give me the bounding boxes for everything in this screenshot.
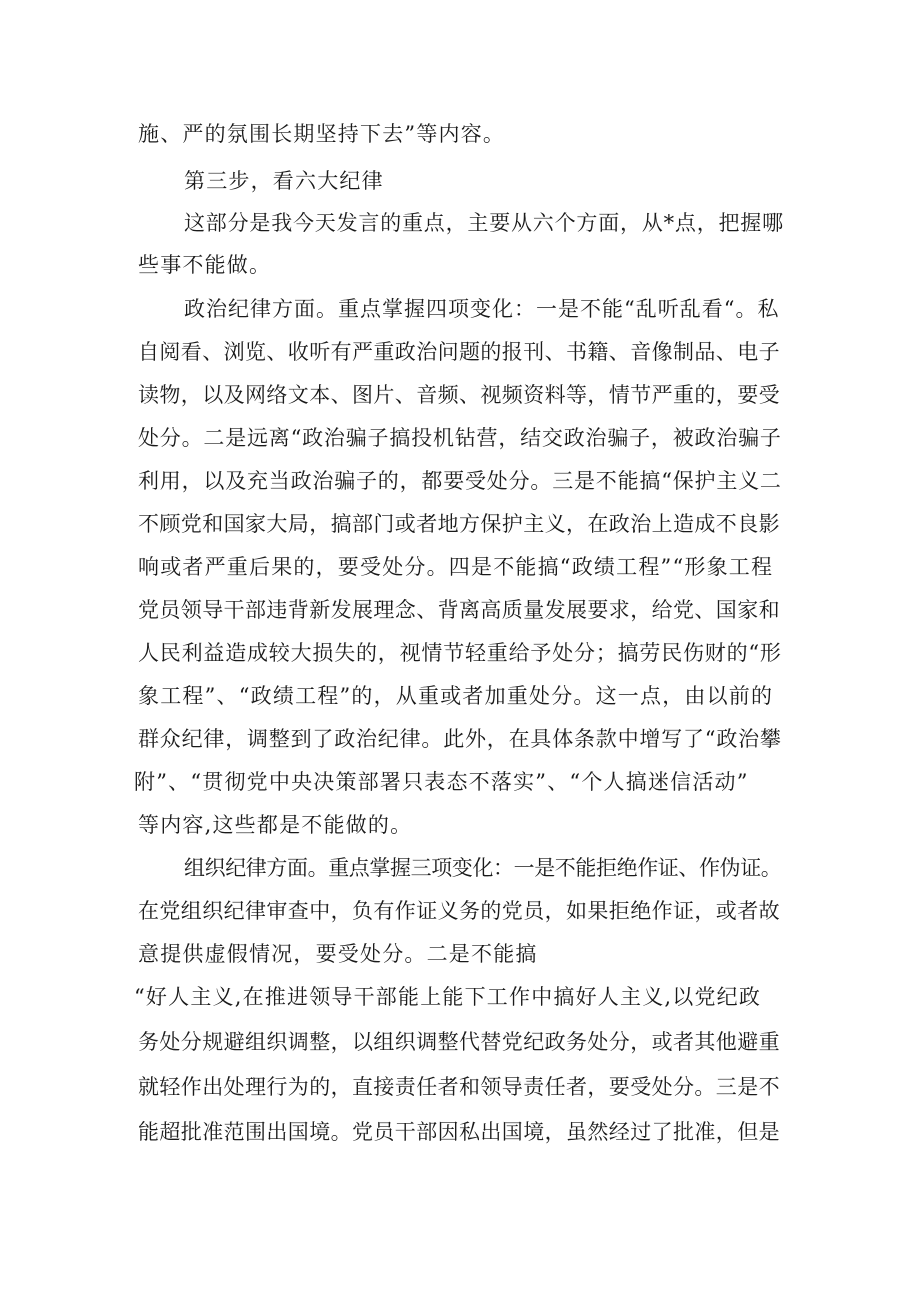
text-line: 在党组织纪律审查中，负有作证义务的党员，如果拒绝作证，或者故 xyxy=(138,899,780,923)
text-line: 利用，以及充当政治骗子的，都要受处分。三是不能搞“保护主义二 xyxy=(138,469,782,493)
text-line: 等内容,这些都是不能做的。 xyxy=(138,813,413,837)
text-line: 象工程”、“政绩工程”的，从重或者加重处分。这一点，由以前的 xyxy=(138,684,774,708)
text-line: 意提供虚假情况，要受处分。二是不能搞 xyxy=(138,942,538,966)
text-line: 读物，以及网络文本、图片、音频、视频资料等，情节严重的，要受 xyxy=(138,383,780,407)
text-line: 处分。二是远离“政治骗子搞投机钻营，结交政治骗子，被政治骗子 xyxy=(138,426,782,450)
text-line: 政治纪律方面。重点掌握四项变化：一是不能“乱听乱看“。私 xyxy=(184,297,780,321)
text-line: 群众纪律，调整到了政治纪律。此外，在具体条款中增写了“政治攀 xyxy=(138,727,782,751)
text-line: “好人主义,在推进领导干部能上能下工作中搞好人主义,以党纪政 xyxy=(134,985,762,1009)
text-line: 响或者严重后果的，要受处分。四是不能搞“政绩工程”“形象工程 xyxy=(138,555,774,579)
text-line: 务处分规避组织调整，以组织调整代替党纪政务处分，或者其他避重 xyxy=(138,1030,780,1054)
text-line: 附”、“贯彻党中央决策部署只表态不落实”、“个人搞迷信活动” xyxy=(134,770,749,794)
text-line: 自阅看、浏览、收听有严重政治问题的报刊、书籍、音像制品、电子 xyxy=(138,340,780,364)
text-line: 能超批准范围出国境。党员干部因私出国境，虽然经过了批准，但是 xyxy=(138,1120,780,1144)
text-line: 这部分是我今天发言的重点，主要从六个方面，从*点，把握哪 xyxy=(184,211,784,235)
text-line: 些事不能做。 xyxy=(138,253,272,277)
text-line: 施、严的氛围长期坚持下去”等内容。 xyxy=(138,122,506,146)
text-line: 党员领导干部违背新发展理念、背离高质量发展要求，给党、国家和 xyxy=(138,598,780,622)
text-line: 就轻作出处理行为的，直接责任者和领导责任者，要受处分。三是不 xyxy=(138,1075,780,1099)
section-heading: 第三步，看六大纪律 xyxy=(184,169,384,193)
text-line: 不顾党和国家大局，搞部门或者地方保护主义，在政治上造成不良影 xyxy=(138,512,780,536)
text-line: 人民利益造成较大损失的，视情节轻重给予处分；搞劳民伤财的“形 xyxy=(138,641,782,665)
text-line: 组织纪律方面。重点掌握三项变化：一是不能拒绝作证、作伪证。 xyxy=(184,856,782,880)
